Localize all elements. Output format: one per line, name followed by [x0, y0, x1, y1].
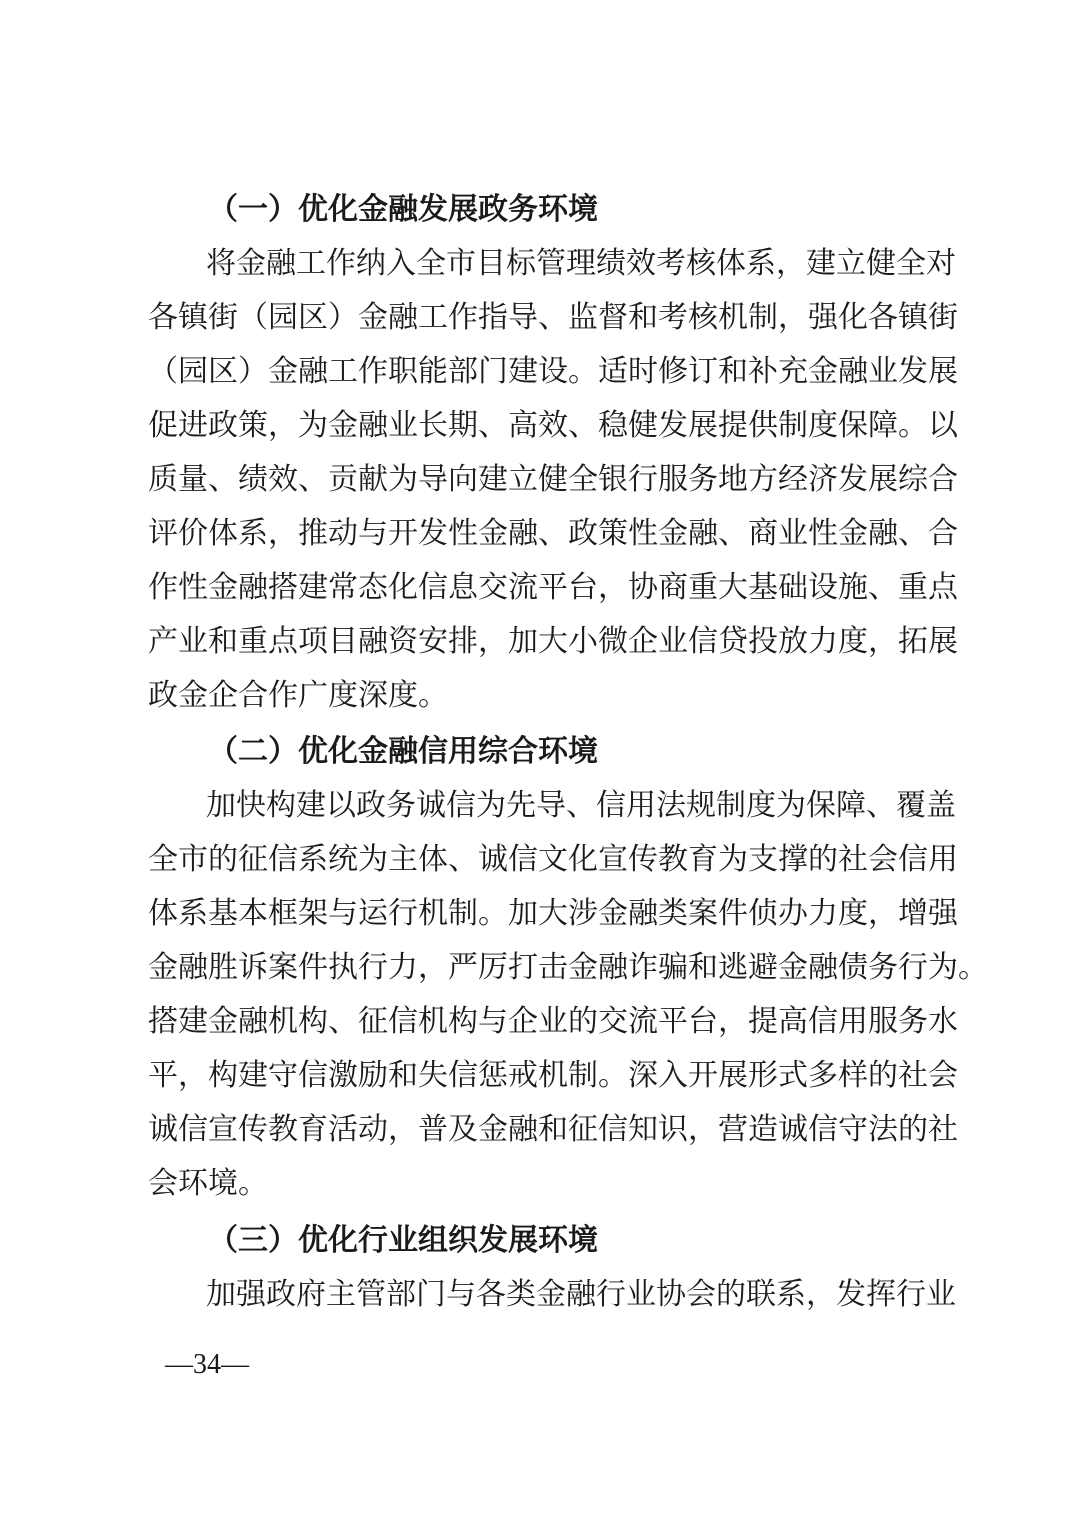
paragraph-line: 体系基本框架与运行机制。加大涉金融类案件侦办力度，增强 — [148, 896, 958, 931]
paragraph-line: 政金企合作广度深度。 — [148, 678, 448, 713]
paragraph-line: 促进政策，为金融业长期、高效、稳健发展提供制度保障。以 — [148, 408, 958, 443]
section-heading-1: （一）优化金融发展政务环境 — [208, 192, 598, 227]
paragraph-line: 各镇街（园区）金融工作指导、监督和考核机制，强化各镇街 — [148, 300, 958, 335]
paragraph-line: 全市的征信系统为主体、诚信文化宣传教育为支撑的社会信用 — [148, 842, 958, 877]
paragraph-line: 金融胜诉案件执行力，严厉打击金融诈骗和逃避金融债务行为。 — [148, 950, 988, 985]
section-heading-3: （三）优化行业组织发展环境 — [208, 1223, 598, 1258]
page-number: —34— — [165, 1349, 249, 1380]
paragraph-line: 加快构建以政务诚信为先导、信用法规制度为保障、覆盖 — [206, 788, 956, 823]
paragraph-line: 作性金融搭建常态化信息交流平台，协商重大基础设施、重点 — [148, 570, 958, 605]
paragraph-line: 评价体系，推动与开发性金融、政策性金融、商业性金融、合 — [148, 516, 958, 551]
paragraph-line: 产业和重点项目融资安排，加大小微企业信贷投放力度，拓展 — [148, 624, 958, 659]
section-heading-2: （二）优化金融信用综合环境 — [208, 734, 598, 769]
paragraph-line: 诚信宣传教育活动，普及金融和征信知识，营造诚信守法的社 — [148, 1112, 958, 1147]
paragraph-line: 平，构建守信激励和失信惩戒机制。深入开展形式多样的社会 — [148, 1058, 958, 1093]
paragraph-line: 搭建金融机构、征信机构与企业的交流平台，提高信用服务水 — [148, 1004, 958, 1039]
paragraph-line: 将金融工作纳入全市目标管理绩效考核体系，建立健全对 — [206, 246, 956, 281]
paragraph-line: 加强政府主管部门与各类金融行业协会的联系，发挥行业 — [206, 1277, 956, 1312]
paragraph-line: 会环境。 — [148, 1166, 268, 1201]
paragraph-line: （园区）金融工作职能部门建设。适时修订和补充金融业发展 — [148, 354, 958, 389]
paragraph-line: 质量、绩效、贡献为导向建立健全银行服务地方经济发展综合 — [148, 462, 958, 497]
